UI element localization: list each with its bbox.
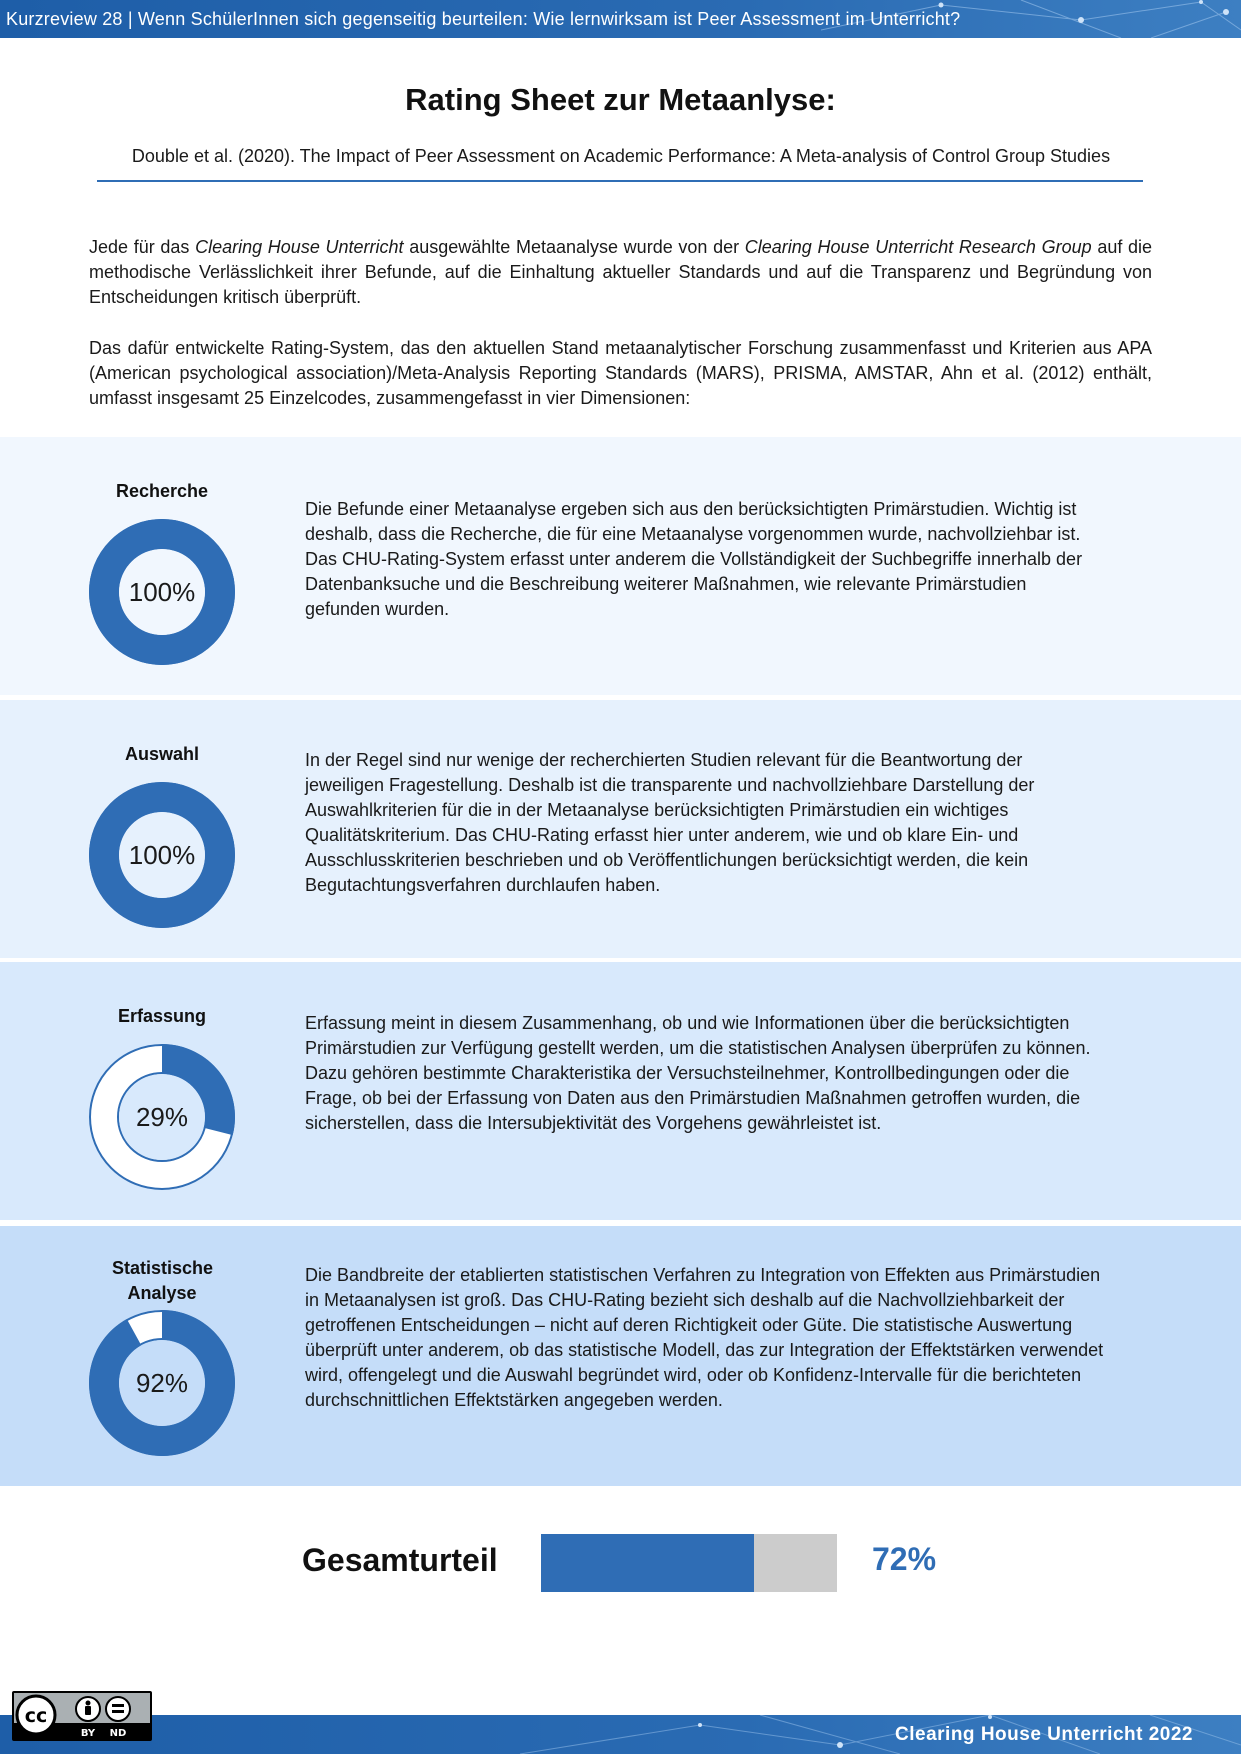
cc-license-badge (12, 1691, 152, 1741)
donut-chart (87, 517, 237, 667)
overall-percent-value: 72% (872, 1541, 937, 1577)
no-derivatives-icon (106, 1697, 130, 1721)
citation-subtitle: Double et al. (2020). The Impact of Peer Assessment on Academic Performance: A Meta-analysis of Control Group Studies (131, 146, 1111, 166)
overall-progress-bar (541, 1534, 837, 1592)
intro-emphasis-chu: Clearing House Unterricht (195, 237, 404, 257)
intro-paragraph-2: Das dafür entwickelte Rating-System, das den aktuellen Stand metaanalytischer Forschung zusammenfasst und Kriterien aus APA (American psychological association)/Meta-Analysis Reporting Standards (MARS), PRISMA, AMSTAR, Ahn et al. (2012) enthält, umfasst insgesamt 25 Einzelcodes, zusammengefasst in vier Dimensionen: (89, 338, 1152, 408)
overall-progress-fill (541, 1534, 754, 1592)
donut-percent-label: 92% (135, 1367, 189, 1398)
dimension-description: Die Bandbreite der etablierten statistischen Verfahren zu Integration von Effekten aus Primärstudien in Metaanalysen ist groß. Das CHU-Rating bezieht sich deshalb auf die Nachvollziehbarkeit der getroffenen Entscheidungen – nicht auf deren Richtigkeit oder Güte. Die statistische Auswertung überprüft unter anderem, ob das statistische Modell, das zur Integration der Effektstärken verwendet wird, offengelegt und die Auswahl begründet wird, oder ob Konfidenz-Intervalle für die berichteten durchschnittlichen Effektstärken angegeben werden. (305, 1265, 1104, 1410)
donut-percent-label: 100% (128, 839, 196, 870)
dimension-panel-erfassung (0, 962, 1241, 1220)
dimension-panel-auswahl (0, 700, 1241, 958)
dimension-description: Die Befunde einer Metaanalyse ergeben sich aus den berücksichtigten Primärstudien. Wichtig ist deshalb, dass die Recherche, die für eine Metaanalyse vorgenommen wurde, nachvollziehbar ist. Das CHU-Rating-System erfasst unter anderem die Vollständigkeit der Suchbegriffe innerhalb der Datenbanksuche und die Beschreibung weiterer Maßnahmen, wie relevante Primärstudien gefunden wurden. (305, 499, 1083, 619)
intro-emphasis-research-group: Clearing House Unterricht Research Group (744, 237, 1092, 257)
license-nd-label: ND (109, 1728, 127, 1739)
dimension-title: Statistische Analyse (112, 1258, 214, 1303)
svg-text:cc: cc (24, 1705, 48, 1727)
intro-paragraph-1: Jede für das Clearing House Unterricht ausgewählte Metaanalyse wurde von der Clearing House Unterricht Research Group auf die methodische Verlässlichkeit ihrer Befunde, auf die Einhaltung aktueller Standards und auf die Transparenz und Begründung von Entscheidungen kritisch überprüft. (89, 237, 1153, 307)
dimension-panel-statistische-analyse (0, 1226, 1241, 1486)
donut-chart (87, 780, 237, 930)
dimension-title: Recherche (115, 481, 209, 501)
donut-percent-label: 29% (135, 1101, 189, 1132)
attribution-icon (76, 1697, 100, 1721)
donut-chart (87, 1308, 237, 1458)
header-bar (0, 0, 1241, 38)
overall-label: Gesamturteil (302, 1542, 498, 1578)
subtitle-divider (97, 180, 1143, 182)
dimension-title: Erfassung (117, 1006, 207, 1026)
license-by-label: BY (80, 1728, 96, 1739)
donut-percent-label: 100% (128, 576, 196, 607)
header-title: Kurzreview 28 | Wenn SchülerInnen sich gegenseitig beurteilen: Wie lernwirksam ist Peer Assessment im Unterricht? (6, 9, 961, 29)
dimension-description: In der Regel sind nur wenige der recherchierten Studien relevant für die Beantwortung der jeweiligen Fragestellung. Deshalb ist die transparente und nachvollziehbare Darstellung der Auswahlkriterien für die in der Metaanalyse berücksichtigten Primärstudien ein wichtiges Qualitätskriterium. Das CHU-Rating erfasst hier unter anderem, wie und ob klare Ein- und Ausschlusskriterien beschrieben und ob Veröffentlichungen berücksichtigt werden, die kein Begutachtungsverfahren durchlaufen haben. (305, 750, 1035, 895)
page-title: Rating Sheet zur Metaanlyse: (405, 82, 836, 117)
creative-commons-icon (17, 1696, 55, 1734)
footer-bar (0, 1715, 1241, 1754)
dimension-panel-recherche (0, 437, 1241, 695)
donut-chart (87, 1042, 237, 1192)
dimension-description: Erfassung meint in diesem Zusammenhang, ob und wie Informationen über die berücksichtigten Primärstudien zur Verfügung gestellt werden, um die statistischen Analysen überprüfen zu können. Dazu gehören bestimmte Charakteristika der Versuchsteilnehmer, Kontrollbedingungen oder die Frage, ob bei der Erfassung von Daten aus den Primärstudien Maßnahmen getroffen wurden, die sicherstellen, dass die Intersubjektivität des Vorgehens gewährleistet ist. (305, 1013, 1091, 1133)
footer-text: Clearing House Unterricht 2022 (895, 1724, 1193, 1745)
dimension-title: Auswahl (124, 744, 199, 764)
